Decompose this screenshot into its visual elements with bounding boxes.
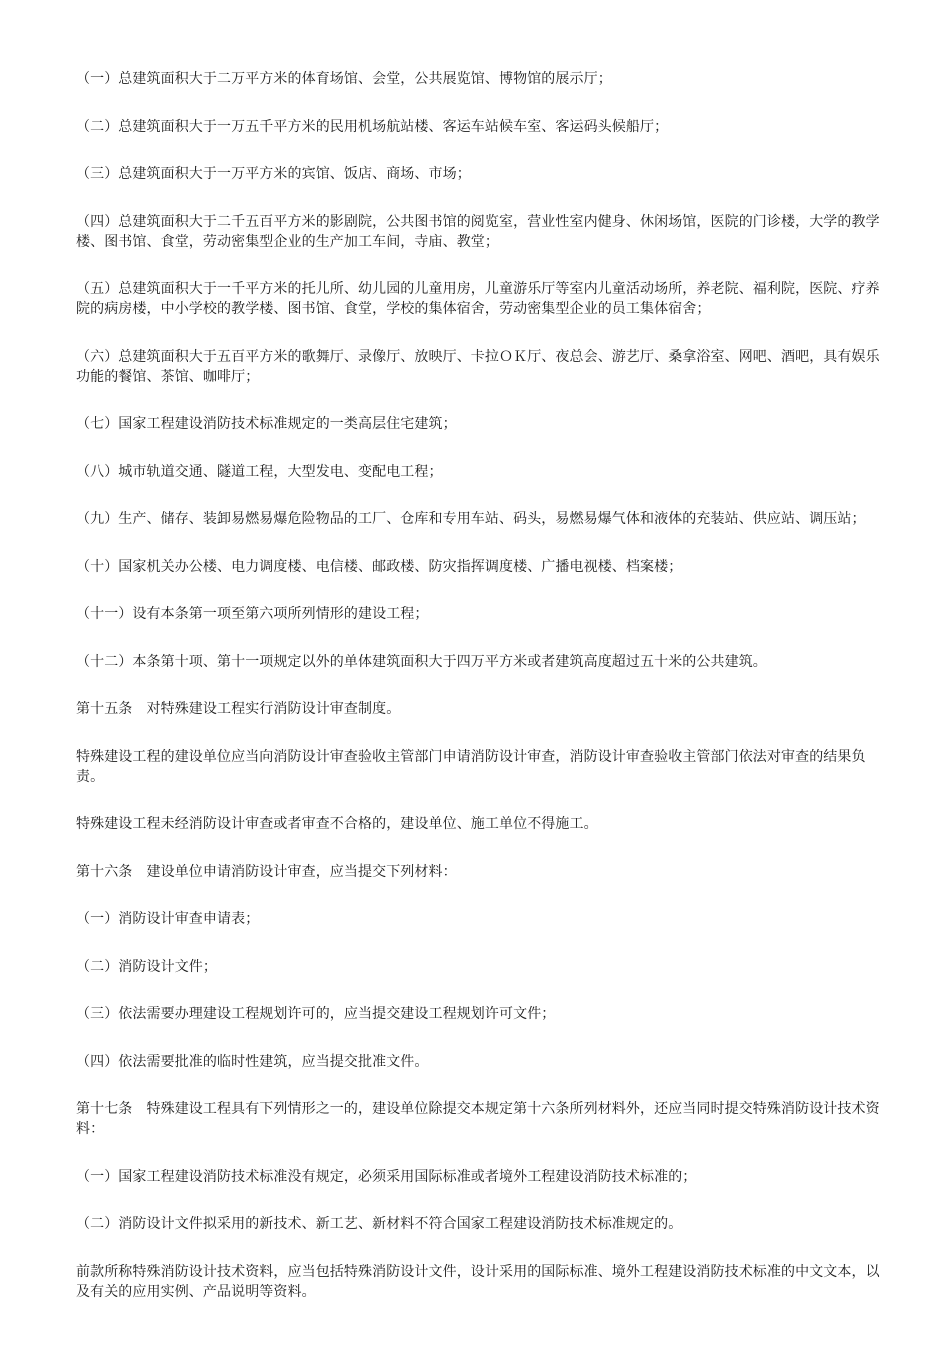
article-16-heading: 第十六条 建设单位申请消防设计审查，应当提交下列材料： [76,863,457,880]
article-17-item-2: （二）消防设计文件拟采用的新技术、新工艺、新材料不符合国家工程建设消防技术标准规定的。 [76,1216,683,1232]
document-body [76,69,881,1329]
paragraph-item-11: （十一）设有本条第一项至第六项所列情形的建设工程； [76,606,429,622]
paragraph-item-12: （十二）本条第十项、第十一项规定以外的单体建筑面积大于四万平方米或者建筑高度超过五十米的公共建筑。 [76,653,767,670]
article-16-item-2: （二）消防设计文件； [76,958,217,975]
article-15-paragraph-2: 特殊建设工程未经消防设计审查或者审查不合格的，建设单位、施工单位不得施工。 [76,816,598,832]
article-17-closing-paragraph: 前款所称特殊消防设计技术资料，应当包括特殊消防设计文件，设计采用的国际标准、境外工程建设消防技术标准的中文文本，以及有关的应用实例、产品说明等资料。 [76,1263,880,1300]
article-16-item-3: （三）依法需要办理建设工程规划许可的，应当提交建设工程规划许可文件； [76,1006,556,1022]
paragraph-item-3: （三）总建筑面积大于一万平方米的宾馆、饭店、商场、市场； [76,166,471,182]
paragraph-item-2: （二）总建筑面积大于一万五千平方米的民用机场航站楼、客运车站候车室、客运码头候船厅； [76,118,669,135]
paragraph-item-4: （四）总建筑面积大于二千五百平方米的影剧院，公共图书馆的阅览室，营业性室内健身、休闲场馆，医院的门诊楼，大学的教学楼、图书馆、食堂，劳动密集型企业的生产加工车间，寺庙、教堂； [76,213,880,250]
paragraph-item-10: （十）国家机关办公楼、电力调度楼、电信楼、邮政楼、防灾指挥调度楼、广播电视楼、档案楼； [76,558,683,575]
paragraph-item-6: （六）总建筑面积大于五百平方米的歌舞厅、录像厅、放映厅、卡拉ＯＫ厅、夜总会、游艺厅、桑拿浴室、网吧、酒吧，具有娱乐功能的餐馆、茶馆、咖啡厅； [76,348,880,385]
paragraph-item-7: （七）国家工程建设消防技术标准规定的一类高层住宅建筑； [76,416,457,432]
paragraph-item-5: （五）总建筑面积大于一千平方米的托儿所、幼儿园的儿童用房，儿童游乐厅等室内儿童活动场所，养老院、福利院，医院、疗养院的病房楼，中小学校的教学楼、图书馆、食堂，学校的集体宿舍，劳动密集型企业的员工集体宿舍； [76,281,880,317]
paragraph-item-9: （九）生产、储存、装卸易燃易爆危险物品的工厂、仓库和专用车站、码头，易燃易爆气体和液体的充装站、供应站、调压站； [76,511,866,527]
paragraph-item-1: （一）总建筑面积大于二万平方米的体育场馆、会堂，公共展览馆、博物馆的展示厅； [76,71,612,87]
article-16-item-4: （四）依法需要批准的临时性建筑，应当提交批准文件。 [76,1053,429,1070]
article-17-item-1: （一）国家工程建设消防技术标准没有规定，必须采用国际标准或者境外工程建设消防技术标准的； [76,1168,697,1185]
article-16-item-1: （一）消防设计审查申请表； [76,911,260,927]
article-17-heading: 第十七条 特殊建设工程具有下列情形之一的，建设单位除提交本规定第十六条所列材料外，还应当同时提交特殊消防设计技术资料： [76,1101,880,1137]
article-15-paragraph-1: 特殊建设工程的建设单位应当向消防设计审查验收主管部门申请消防设计审查，消防设计审查验收主管部门依法对审查的结果负责。 [76,748,866,785]
paragraph-item-8: （八）城市轨道交通、隧道工程，大型发电、变配电工程； [76,463,443,480]
article-15-heading: 第十五条 对特殊建设工程实行消防设计审查制度。 [76,701,401,717]
